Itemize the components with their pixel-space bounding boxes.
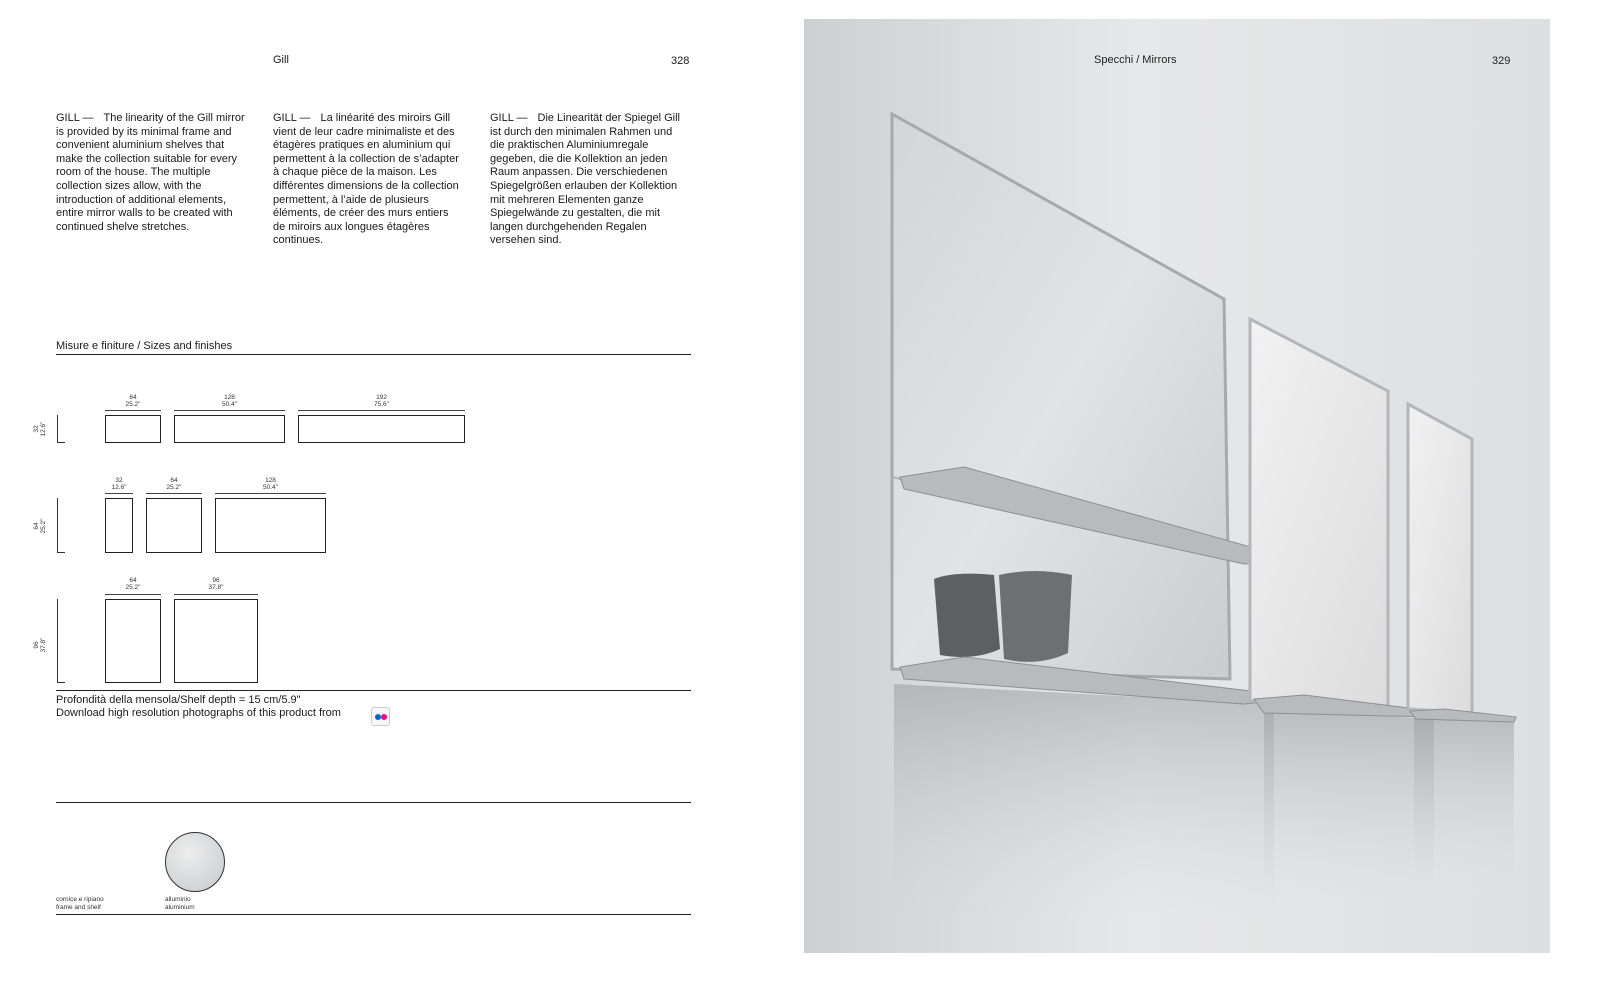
flickr-icon[interactable] — [371, 707, 390, 726]
width-line — [146, 493, 202, 494]
shelf-shadow — [1264, 709, 1434, 899]
page-header: Specchi / Mirrors — [1094, 54, 1177, 66]
mirror-size-box — [105, 498, 133, 553]
aluminium-swatch — [165, 832, 225, 892]
vase-left — [934, 574, 1000, 657]
page-header: Gill — [273, 54, 289, 66]
intro-lead: GILL — — [273, 112, 311, 124]
download-text: Download high resolution photographs of this product from — [56, 707, 341, 719]
mirror-size-box — [215, 498, 326, 553]
finish-label: cornice e ripiano frame and shelf — [56, 896, 104, 911]
mirror-size-box — [298, 415, 465, 443]
width-label: 96 37.8" — [208, 577, 224, 591]
width-label: 64 25.2" — [125, 394, 141, 408]
width-label: 192 75.6" — [374, 394, 389, 408]
height-bracket — [57, 599, 65, 683]
middle-mirror — [1250, 319, 1388, 707]
width-line — [105, 493, 133, 494]
intro-text: Die Linearität der Spiegel Gill ist durch den minimalen Rahmen und die praktischen Aluminiumregale gegeben, die die Kollektion an jeden Raum anpassen. Die verschiedenen Spiegelgrößen erlauben der Kollektion mit mehreren Elementen ganze Spiegelwände zu gestalten, die mit langen durchgehenden Regalen versehen sind. — [490, 112, 680, 247]
section-rule — [56, 354, 691, 355]
intro-lead: GILL — — [56, 112, 94, 124]
swatch-label: alluminio aluminium — [165, 896, 195, 911]
mirror-size-box — [174, 599, 258, 683]
width-label: 64 25.2" — [125, 577, 141, 591]
width-label: 32 12.6" — [111, 477, 127, 491]
width-line — [105, 594, 161, 595]
mirror-size-box — [146, 498, 202, 553]
width-line — [298, 410, 465, 411]
height-bracket — [57, 498, 65, 553]
section-rule — [56, 690, 691, 691]
height-bracket — [57, 415, 65, 443]
intro-fr — [273, 112, 463, 248]
shelf-shadow — [1414, 714, 1514, 879]
row-height-label: 64 25.2" — [33, 518, 47, 534]
vase-right — [999, 571, 1072, 662]
section-rule — [56, 914, 691, 915]
width-line — [105, 410, 161, 411]
product-photo — [804, 19, 1550, 953]
page-number: 329 — [1492, 55, 1511, 67]
section-rule — [56, 802, 691, 803]
small-mirror — [1408, 404, 1472, 713]
width-line — [174, 594, 258, 595]
mirror-illustration — [804, 19, 1550, 953]
width-line — [215, 493, 326, 494]
intro-text: The linearity of the Gill mirror is provided by its minimal frame and convenient aluminium shelves that make the collection suitable for every room of the house. The multiple collection sizes allow, with the introduction of additional elements, entire mirror walls to be created with continued shelve stretches. — [56, 112, 245, 233]
width-label: 128 50.4" — [263, 477, 278, 491]
intro-text: La linéarité des miroirs Gill vient de leur cadre minimaliste et des étagères pratiques en aluminium qui permettent à la collection de s’adapter à chaque pièce de la maison. Les différentes dimensions de la collection permettent, à l’aide de plusieurs éléments, de créer des murs entiers de miroirs aux longues étagères continues. — [273, 112, 459, 247]
shelf-depth-note: Profondità della mensola/Shelf depth = 15 cm/5.9" — [56, 694, 301, 706]
row-height-label: 96 37.8" — [33, 637, 47, 653]
sizes-title: Misure e finiture / Sizes and finishes — [56, 340, 233, 352]
flickr-dot-pink — [381, 714, 387, 720]
width-label: 128 50.4" — [222, 394, 237, 408]
row-height-label: 32 12.6" — [33, 421, 47, 437]
width-label: 64 25.2" — [166, 477, 182, 491]
mirror-size-box — [105, 599, 161, 683]
mirror-size-box — [174, 415, 285, 443]
shelf-shadow — [894, 684, 1274, 919]
width-line — [174, 410, 285, 411]
intro-en — [56, 112, 246, 234]
mirror-size-box — [105, 415, 161, 443]
page-number: 328 — [671, 55, 690, 67]
intro-de — [490, 112, 680, 248]
intro-lead: GILL — — [490, 112, 528, 124]
